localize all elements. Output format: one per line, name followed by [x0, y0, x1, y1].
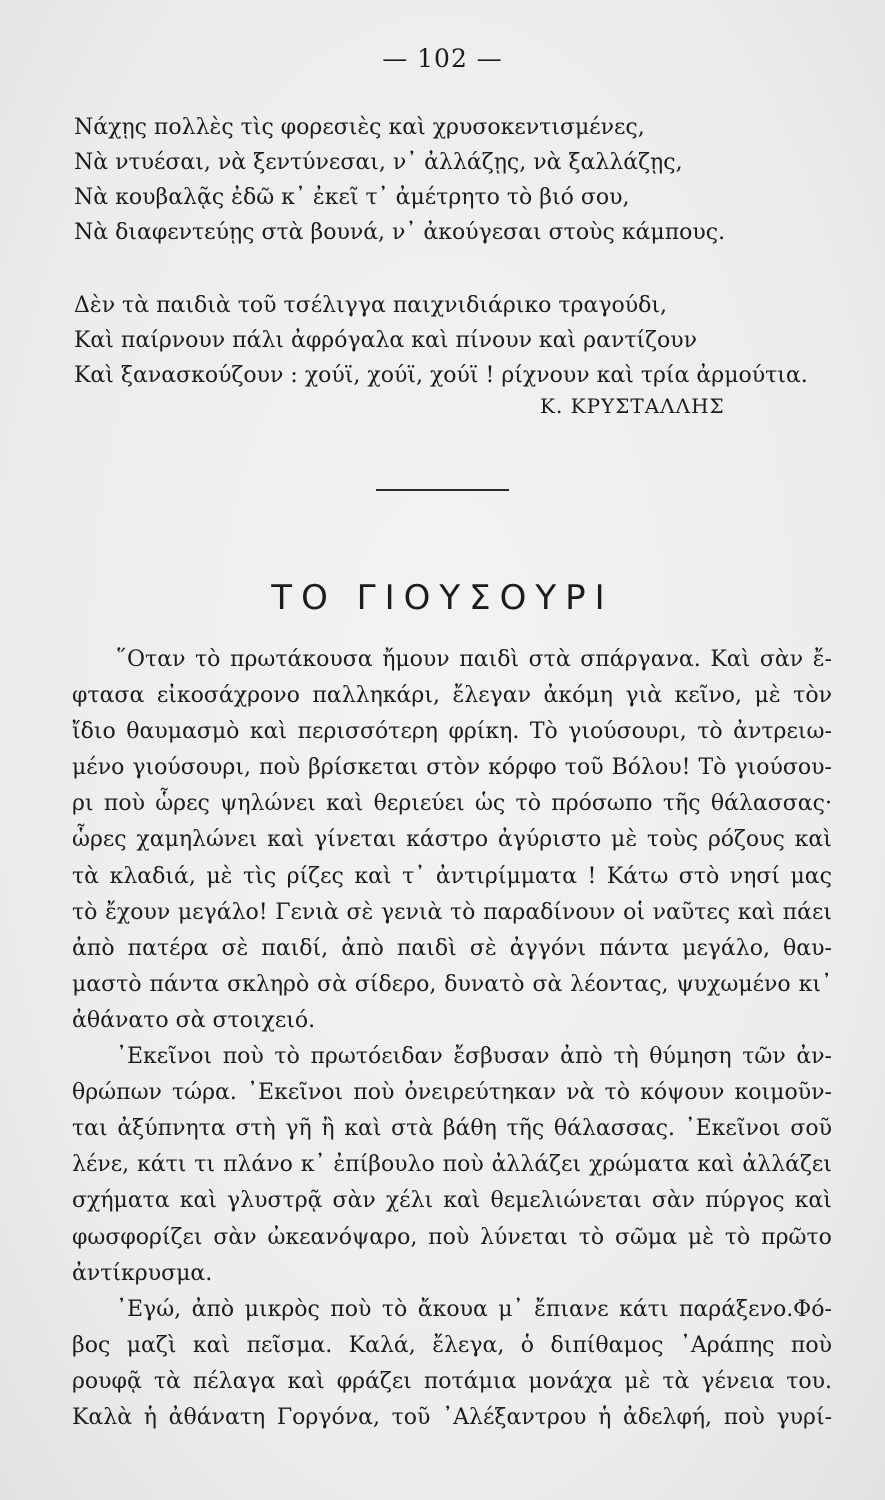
prose-line: τὸ ἔχουν μεγάλο! Γενιὰ σὲ γενιὰ τὸ παραδίνουν οἱ ναῦτες καὶ πάει: [72, 899, 832, 925]
section-title: ΤΟ ΓΙΟΥΣΟΥΡΙ: [271, 578, 614, 618]
page-number: — 102 —: [382, 44, 503, 73]
prose-line: φωσφορίζει σὰν ὠκεανόψαρο, ποὺ λύνεται τὸ σῶμα μὲ τὸ πρῶτο: [72, 1224, 832, 1250]
prose-line: μένο γιούσουρι, ποὺ βρίσκεται στὸν κόρφο τοῦ Βόλου! Τὸ γιούσου-: [72, 755, 832, 781]
prose-line: ὧρες χαμηλώνει καὶ γίνεται κάστρο ἀγύριστο μὲ τοὺς ρόζους καὶ: [72, 827, 832, 853]
prose-line: θρώπων τώρα. ᾿Εκεῖνοι ποὺ ὀνειρεύτηκαν νὰ τὸ κόψουν κοιμοῦν-: [72, 1080, 832, 1106]
prose-line: ἀντίκρυσμα.: [72, 1260, 213, 1286]
prose-line: ἀθάνατο σὰ στοιχειό.: [72, 1007, 316, 1033]
prose-line: λένε, κάτι τι πλάνο κ᾿ ἐπίβουλο ποὺ ἀλλάζει χρώματα καὶ ἀλλάζει: [72, 1152, 832, 1178]
poem-line: Νὰ ντυέσαι, νὰ ξεντύνεσαι, ν᾿ ἀλλάζῃς, νὰ ξαλλάζῃς,: [74, 150, 683, 175]
prose-line: ἀπὸ πατέρα σὲ παιδί, ἀπὸ παιδὶ σὲ ἀγγόνι πάντα μεγάλο, θαυ-: [72, 935, 832, 961]
prose-line: ται ἀξύπνητα στὴ γῆ ἢ καὶ στὰ βάθη τῆς θάλασσας. ᾿Εκεῖνοι σοῦ: [72, 1116, 832, 1142]
prose-line: Καλὰ ἡ ἀθάνατη Γοργόνα, τοῦ ᾿Αλέξαντρου ἡ ἀδελφή, ποὺ γυρί-: [72, 1404, 832, 1430]
section-divider: [376, 489, 509, 491]
prose-line: ρι ποὺ ὧρες ψηλώνει καὶ θεριεύει ὡς τὸ πρόσωπο τῆς θάλασσας·: [72, 791, 832, 817]
poem-line: Νὰ διαφεντεύῃς στὰ βουνά, ν᾿ ἀκούγεσαι στοὺς κάμπους.: [74, 220, 726, 245]
poem-stanza-2: [74, 288, 844, 393]
poem-line: Καὶ παίρνουν πάλι ἀφρόγαλα καὶ πίνουν καὶ ραντίζουν: [74, 328, 698, 353]
prose-body: [72, 642, 832, 1436]
prose-line: μαστὸ πάντα σκληρὸ σὰ σίδερο, δυνατὸ σὰ λέοντας, ψυχωμένο κι᾿: [72, 971, 832, 997]
poem-line: Καὶ ξανασκούζουν : χούϊ, χούϊ, χούϊ ! ρίχνουν καὶ τρία ἀρμούτια.: [74, 363, 808, 388]
poem-line: Νὰ κουβαλᾷς ἐδῶ κ᾿ ἐκεῖ τ᾿ ἀμέτρητο τὸ βιό σου,: [74, 185, 630, 210]
prose-line: ᾿Εκεῖνοι ποὺ τὸ πρωτόειδαν ἔσβυσαν ἀπὸ τὴ θύμηση τῶν ἀν-: [116, 1044, 832, 1070]
poem-author: Κ. ΚΡΥΣΤΑΛΛΗΣ: [540, 394, 725, 418]
prose-line: φτασα εἰκοσάχρονο παλληκάρι, ἔλεγαν ἀκόμη γιὰ κεῖνο, μὲ τὸν: [72, 683, 832, 709]
prose-line: σχήματα καὶ γλυστρᾷ σὰν χέλι καὶ θεμελιώνεται σὰν πύργος καὶ: [72, 1188, 832, 1214]
prose-line: ρουφᾷ τὰ πέλαγα καὶ φράζει ποτάμια μονάχα μὲ τὰ γένεια του.: [72, 1368, 832, 1394]
prose-line: τὰ κλαδιά, μὲ τὶς ρίζες καὶ τ᾿ ἀντιρίμματα ! Κάτω στὸ νησί μας: [72, 863, 832, 889]
prose-line: ᾿Εγώ, ἀπὸ μικρὸς ποὺ τὸ ἄκουα μ᾿ ἔπιανε κάτι παράξενο.Φό-: [116, 1296, 832, 1322]
poem-line: Δὲν τὰ παιδιὰ τοῦ τσέλιγγα παιχνιδιάρικο τραγούδι,: [74, 293, 667, 318]
prose-line: ἴδιο θαυμασμὸ καὶ περισσότερη φρίκη. Τὸ γιούσουρι, τὸ ἀντρειω-: [72, 719, 832, 745]
poem-line: Νάχῃς πολλὲς τὶς φορεσιὲς καὶ χρυσοκεντισμένες,: [74, 115, 645, 140]
prose-line: ῞Οταν τὸ πρωτάκουσα ἤμουν παιδὶ στὰ σπάργανα. Καὶ σὰν ἔ-: [116, 647, 832, 672]
prose-line: βος μαζὶ καὶ πεῖσμα. Καλά, ἔλεγα, ὁ διπίθαμος ᾿Αράπης ποὺ: [72, 1332, 832, 1358]
poem-stanza-1: [74, 110, 844, 250]
